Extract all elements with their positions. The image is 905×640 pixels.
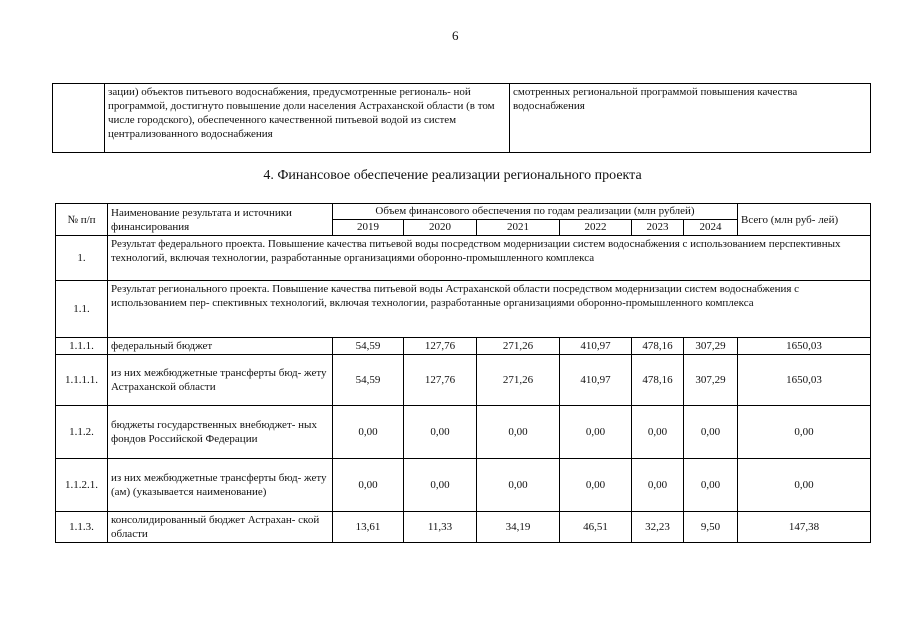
row-num: 1.1.1.: [56, 338, 108, 355]
row-value: 0,00: [632, 459, 684, 512]
header-num: № п/п: [56, 204, 108, 236]
row-value: 0,00: [333, 406, 404, 459]
row-name: бюджеты государственных внебюджет- ных фондов Российской Федерации: [108, 406, 333, 459]
row-value: 32,23: [632, 512, 684, 543]
section-title: 4. Финансовое обеспечение реализации регионального проекта: [263, 168, 642, 183]
row-value: 307,29: [684, 355, 738, 406]
row-name: из них межбюджетные трансферты бюд- жету (ам) (указывается наименование): [108, 459, 333, 512]
table-row: [56, 406, 871, 459]
table-row: [56, 512, 871, 543]
header-year: 2020: [404, 220, 477, 236]
header-year: 2022: [560, 220, 632, 236]
row-value: 271,26: [477, 338, 560, 355]
row-value: 0,00: [560, 459, 632, 512]
row-value: 13,61: [333, 512, 404, 543]
row-value: 54,59: [333, 355, 404, 406]
section-row: [56, 236, 871, 281]
header-year: 2023: [632, 220, 684, 236]
row-value: 271,26: [477, 355, 560, 406]
table-row: [56, 459, 871, 512]
table-row: [56, 355, 871, 406]
continuation-table: [52, 83, 871, 153]
row-num: 1.1.2.1.: [56, 459, 108, 512]
row-value: 127,76: [404, 338, 477, 355]
row-name: из них межбюджетные трансферты бюд- жету Астраханской области: [108, 355, 333, 406]
row-value: 9,50: [684, 512, 738, 543]
row-total: 0,00: [738, 406, 871, 459]
row-name: консолидированный бюджет Астрахан- ской области: [108, 512, 333, 543]
section-text: Результат регионального проекта. Повышение качества питьевой воды Астраханской области посредством модернизации систем водоснабжения с использованием пер- спективных технологий, включая технологии, разработанные организациями оборонно-промышленного комплекса: [108, 281, 871, 338]
row-value: 0,00: [333, 459, 404, 512]
row-name: федеральный бюджет: [108, 338, 333, 355]
row-num: 1.1.1.1.: [56, 355, 108, 406]
row-value: 0,00: [404, 459, 477, 512]
continuation-left-text: зации) объектов питьевого водоснабжения, предусмотренные региональ- ной программой, достигнуто повышение доли населения Астраханской области (в том числе городского), обеспеченного качественной питьевой водой из систем централизованного водоснабжения: [105, 84, 510, 153]
header-year: 2024: [684, 220, 738, 236]
header-total: Всего (млн руб- лей): [738, 204, 871, 236]
continuation-empty-cell: [53, 84, 105, 153]
row-total: 1650,03: [738, 355, 871, 406]
page-number: 6: [452, 28, 459, 43]
row-value: 0,00: [684, 406, 738, 459]
row-value: 0,00: [404, 406, 477, 459]
row-value: 0,00: [684, 459, 738, 512]
table-row: [56, 338, 871, 355]
row-total: 1650,03: [738, 338, 871, 355]
section-row: [56, 281, 871, 338]
continuation-right-text: смотренных региональной программой повышения качества водоснабжения: [510, 84, 871, 153]
row-total: 147,38: [738, 512, 871, 543]
row-value: 478,16: [632, 338, 684, 355]
header-name: Наименование результата и источники финансирования: [108, 204, 333, 236]
row-value: 307,29: [684, 338, 738, 355]
row-value: 478,16: [632, 355, 684, 406]
section-num: 1.1.: [56, 281, 108, 338]
row-value: 0,00: [477, 459, 560, 512]
header-year: 2021: [477, 220, 560, 236]
section-num: 1.: [56, 236, 108, 281]
header-volume: Объем финансового обеспечения по годам реализации (млн рублей): [333, 204, 738, 220]
header-row-1: [56, 204, 871, 220]
row-value: 410,97: [560, 338, 632, 355]
header-year: 2019: [333, 220, 404, 236]
row-value: 34,19: [477, 512, 560, 543]
row-value: 0,00: [560, 406, 632, 459]
row-num: 1.1.3.: [56, 512, 108, 543]
row-value: 127,76: [404, 355, 477, 406]
row-total: 0,00: [738, 459, 871, 512]
row-value: 46,51: [560, 512, 632, 543]
row-value: 0,00: [477, 406, 560, 459]
financing-table: [55, 203, 871, 543]
row-value: 54,59: [333, 338, 404, 355]
section-text: Результат федерального проекта. Повышение качества питьевой воды посредством модернизации систем водоснабжения с использованием перспективных технологий, включая технологии, разработанные организациями оборонно-промышленного комплекса: [108, 236, 871, 281]
continuation-row: [53, 84, 871, 153]
row-value: 11,33: [404, 512, 477, 543]
row-value: 410,97: [560, 355, 632, 406]
row-value: 0,00: [632, 406, 684, 459]
row-num: 1.1.2.: [56, 406, 108, 459]
